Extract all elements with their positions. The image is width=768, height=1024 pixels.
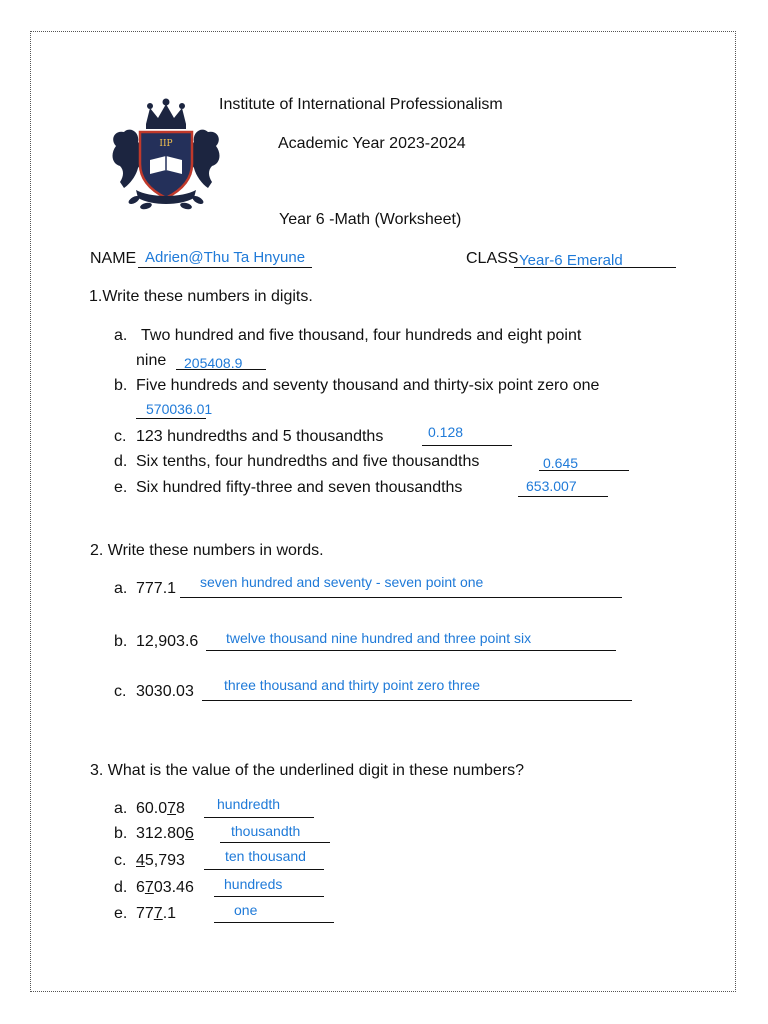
q3-a-marker: a. bbox=[114, 800, 128, 817]
q3-e-answer: one bbox=[234, 902, 258, 918]
q3-c-number bbox=[136, 853, 185, 869]
academic-year: Academic Year 2023-2024 bbox=[278, 135, 466, 152]
q3-e-underlined-digit: 7 bbox=[153, 905, 163, 922]
q2-a-line bbox=[180, 597, 622, 598]
q3-c-line bbox=[204, 869, 324, 870]
institute-crest-logo bbox=[106, 94, 226, 212]
q1-d-answer: 0.645 bbox=[543, 455, 579, 471]
q3-b-line bbox=[220, 842, 330, 843]
q3-c-underlined-digit: 4 bbox=[136, 852, 145, 869]
q1-b-line bbox=[136, 418, 206, 419]
q3-d-answer: hundreds bbox=[224, 876, 283, 892]
q3-b-marker: b. bbox=[114, 825, 128, 842]
q1-c-answer: 0.128 bbox=[428, 424, 464, 440]
q2-b-number: 12,903.6 bbox=[136, 633, 199, 650]
q3-a-pre: 60.0 bbox=[136, 800, 168, 817]
q3-b-underlined-digit: 6 bbox=[184, 825, 194, 842]
logo-monogram: IIP bbox=[159, 139, 173, 149]
q3-d-marker: d. bbox=[114, 879, 128, 896]
q2-a-marker: a. bbox=[114, 580, 128, 597]
q1-c-text: 123 hundredths and 5 thousandths bbox=[136, 428, 384, 445]
q1-b-answer: 570036.01 bbox=[146, 401, 213, 417]
q2-title: 2. Write these numbers in words. bbox=[90, 542, 324, 559]
q3-e-marker: e. bbox=[114, 905, 128, 922]
q1-d-marker: d. bbox=[114, 453, 128, 470]
q2-c-marker: c. bbox=[114, 683, 127, 700]
q3-title: 3. What is the value of the underlined digit in these numbers? bbox=[90, 762, 525, 779]
q1-b-text: Five hundreds and seventy thousand and thirty-six point zero one bbox=[136, 377, 600, 394]
q1-a-text: Two hundred and five thousand, four hundreds and eight point bbox=[141, 327, 582, 344]
q1-e-answer: 653.007 bbox=[526, 478, 577, 494]
q3-c-answer: ten thousand bbox=[225, 848, 306, 864]
institute-title: Institute of International Professionalism bbox=[219, 96, 503, 113]
name-answer: Adrien@Thu Ta Hnyune bbox=[145, 249, 306, 266]
q1-e-text: Six hundred fifty-three and seven thousandths bbox=[136, 479, 463, 496]
q2-b-line bbox=[206, 650, 616, 651]
q1-e-marker: e. bbox=[114, 479, 128, 496]
q2-c-answer: three thousand and thirty point zero three bbox=[224, 677, 481, 693]
q1-c-marker: c. bbox=[114, 428, 127, 445]
class-label: CLASS bbox=[466, 250, 519, 267]
q2-b-marker: b. bbox=[114, 633, 128, 650]
q3-d-line bbox=[214, 896, 324, 897]
name-label: NAME bbox=[90, 250, 137, 267]
q1-c-line bbox=[422, 445, 512, 446]
q2-a-number: 777.1 bbox=[136, 580, 177, 597]
q2-c-number: 3030.03 bbox=[136, 683, 194, 700]
q3-c-post: 5,793 bbox=[144, 852, 185, 869]
q3-b-pre: 312.80 bbox=[136, 825, 185, 842]
q3-c-marker: c. bbox=[114, 852, 127, 869]
q1-b-marker: b. bbox=[114, 377, 128, 394]
q3-a-underlined-digit: 7 bbox=[167, 800, 177, 817]
q2-a-answer: seven hundred and seventy - seven point one bbox=[200, 574, 484, 590]
q1-d-text: Six tenths, four hundredths and five thousandths bbox=[136, 453, 480, 470]
q3-a-number bbox=[136, 801, 185, 817]
q3-d-pre: 6 bbox=[136, 879, 145, 896]
q3-b-answer: thousandth bbox=[231, 823, 301, 839]
name-line bbox=[138, 267, 312, 268]
q3-e-number bbox=[136, 906, 176, 922]
q3-e-line bbox=[214, 922, 334, 923]
q3-a-post: 8 bbox=[176, 800, 185, 817]
q3-e-post: .1 bbox=[162, 905, 177, 922]
q1-a-answer: 205408.9 bbox=[184, 355, 243, 371]
q1-a-marker: a. bbox=[114, 327, 128, 344]
worksheet-subject: Year 6 -Math (Worksheet) bbox=[279, 211, 462, 228]
q3-d-underlined-digit: 7 bbox=[144, 879, 154, 896]
q1-title: 1.Write these numbers in digits. bbox=[89, 288, 313, 305]
q1-e-line bbox=[518, 496, 608, 497]
q3-b-number bbox=[136, 826, 194, 842]
q3-d-number bbox=[136, 880, 194, 896]
q2-b-answer: twelve thousand nine hundred and three point six bbox=[226, 630, 532, 646]
q3-a-answer: hundredth bbox=[217, 796, 281, 812]
q2-c-line bbox=[202, 700, 632, 701]
class-answer: Year-6 Emerald bbox=[519, 252, 623, 269]
q3-a-line bbox=[204, 817, 314, 818]
q3-d-post: 03.46 bbox=[153, 879, 194, 896]
q1-a-text-2: nine bbox=[136, 352, 167, 369]
q3-e-pre: 77 bbox=[136, 905, 154, 922]
